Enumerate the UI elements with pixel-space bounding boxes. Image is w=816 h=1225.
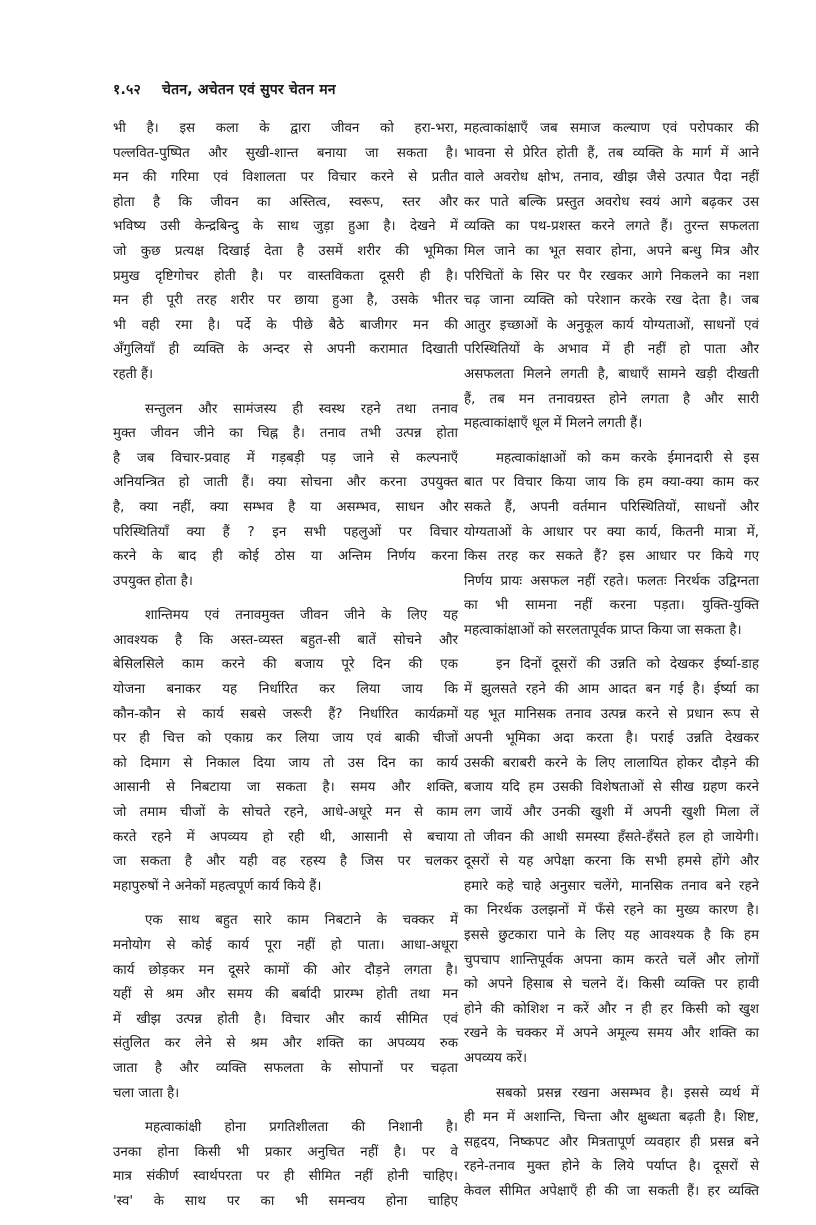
paragraph	[464, 447, 759, 644]
paragraph	[113, 909, 458, 1106]
text-line: उपयुक्त होता है।	[113, 573, 193, 589]
text-line: मात्र संकीर्ण स्वार्थपरता पर ही सीमित नहीं होनी चाहिए।	[113, 1169, 458, 1185]
text-line: को अपने हिसाब से चलने दें। किसी व्यक्ति पर हावी	[464, 977, 759, 993]
text-line: उसकी बराबरी करने के लिए लालायित होकर दौड़ने की	[464, 755, 759, 771]
text-line: ही मन में अशान्ति, चिन्ता और क्षुब्धता बढ़ती है। शिष्ट,	[464, 1110, 759, 1126]
text-line: मन ही पूरी तरह शरीर पर छाया हुआ है, उसके भीतर	[113, 293, 458, 309]
paragraph	[113, 398, 458, 595]
text-line: उनका होना किसी भी प्रकार अनुचित नहीं है। पर वे	[113, 1144, 458, 1160]
text-line: जो तमाम चीजों के सोचते रहने, आधे-अधूरे मन से काम	[113, 805, 458, 821]
text-line: योग्यताओं के आधार पर क्या कार्य, कितनी मात्रा में,	[464, 524, 759, 540]
paragraph	[464, 1082, 759, 1205]
running-title: चेतन, अचेतन एवं सुपर चेतन मन	[162, 82, 336, 98]
text-line: सबको प्रसन्न रखना असम्भव है। इससे व्यर्थ में	[496, 1085, 759, 1101]
text-line: रहती हैं।	[113, 366, 154, 382]
text-line: केवल सीमित अपेक्षाएँ ही की जा सकती हैं। हर व्यक्ति	[464, 1183, 759, 1199]
text-line: अपनी भूमिका अदा करता है। पराई उन्नति देखकर	[464, 731, 759, 747]
text-line: है जब विचार-प्रवाह में गड़बड़ी पड़ जाने से कल्पनाएँ	[113, 450, 458, 466]
text-line: भी वही रमा है। पर्दे के पीछे बैठे बाजीगर मन की	[113, 317, 458, 333]
text-line: शान्तिमय एवं तनावमुक्त जीवन जीने के लिए यह	[145, 608, 458, 624]
text-line: मुक्त जीवन जीने का चिह्न है। तनाव तभी उत्पन्न होता	[113, 426, 458, 442]
text-line: योजना बनाकर यह निर्धारित कर लिया जाय कि	[113, 682, 458, 698]
text-line: पर ही चित्त को एकाग्र कर लिया जाय एवं बाकी चीजों	[113, 731, 458, 747]
text-line: निर्णय प्रायः असफल नहीं रहते। फलतः निरर्थक उद्विग्नता	[464, 573, 759, 589]
text-line: कार्य छोड़कर मन दूसरे कामों की ओर दौड़ने लगता है।	[113, 962, 458, 978]
text-line: बात पर विचार किया जाय कि हम क्या-क्या काम कर	[464, 475, 759, 491]
text-line: वाले अवरोध क्षोभ, तनाव, खीझ जैसे उत्पात पैदा नहीं	[464, 170, 759, 186]
text-line: महत्वाकांक्षाओं को सरलतापूर्वक प्राप्त किया जा सकता है।	[464, 622, 742, 638]
text-line: है, क्या नहीं, क्या सम्भव है या असम्भव, साधन और	[113, 499, 458, 515]
text-line: आसानी से निबटाया जा सकता है। समय और शक्ति,	[113, 780, 458, 796]
text-line: लग जायें और उनकी खुशी में अपनी खुशी मिला लें	[464, 805, 759, 821]
text-line: 'स्व' के साथ पर का भी समन्वय होना चाहिए	[113, 1193, 458, 1209]
text-line: महत्वाकांक्षाएँ धूल में मिलने लगती हैं।	[464, 416, 643, 432]
text-line: प्रमुख दृष्टिगोचर होती है। पर वास्तविकता दूसरी ही है।	[113, 268, 458, 284]
paragraph	[113, 117, 458, 388]
text-line: बजाय यदि हम उसकी विशेषताओं से सीख ग्रहण करने	[464, 780, 759, 796]
text-line: परिस्थितियाँ क्या हैं ? इन सभी पहलुओं पर विचार	[113, 524, 458, 540]
paragraph	[464, 117, 759, 437]
text-line: इससे छुटकारा पाने के लिए यह आवश्यक है कि हम	[464, 928, 759, 943]
text-line: बेसिलसिले काम करने की बजाय पूरे दिन की एक	[113, 657, 458, 673]
left-column	[113, 117, 458, 1225]
text-line: कौन-कौन से कार्य सबसे जरूरी हैं? निर्धारित कार्यक्रमों	[113, 706, 458, 722]
text-line: करने के बाद ही कोई ठोस या अन्तिम निर्णय करना	[113, 549, 458, 565]
text-line: भावना से प्रेरित होती हैं, तब व्यक्ति के मार्ग में आने	[464, 145, 759, 161]
text-line: मन की गरिमा एवं विशालता पर विचार करने से प्रतीत	[113, 170, 458, 186]
text-line: महत्वाकांक्षाओं को कम करके ईमानदारी से इस	[496, 450, 759, 466]
text-line: महत्वाकांक्षाएँ जब समाज कल्याण एवं परोपकार की	[464, 121, 759, 136]
text-line: व्यक्ति का पथ-प्रशस्त करने लगते हैं। तुरन्त सफलता	[464, 219, 759, 235]
text-line: रहने-तनाव मुक्त होने के लिये पर्याप्त है। दूसरों से	[464, 1159, 759, 1175]
text-line: चढ़ जाना व्यक्ति को परेशान करके रख देता है। जब	[464, 293, 759, 309]
text-line: हमारे कहे चाहे अनुसार चलेंगे, मानसिक तनाव बने रहने	[464, 878, 759, 894]
text-line: परिचितों के सिर पर पैर रखकर आगे निकलने का नशा	[464, 268, 759, 284]
text-line: सहृदय, निष्कपट और मित्रतापूर्ण व्यवहार ही प्रसन्न बने	[464, 1134, 759, 1150]
text-line: जा सकता है और यही वह रहस्य है जिस पर चलकर	[113, 854, 458, 870]
paragraph	[464, 653, 759, 1071]
text-line: को दिमाग से निकाल दिया जाय तो उस दिन का कार्य	[113, 755, 458, 771]
text-line: का निरर्थक उलझनों में फँसे रहने का मुख्य कारण है।	[464, 903, 759, 919]
text-line: रखने के चक्कर में अपने अमूल्य समय और शक्ति का	[464, 1026, 759, 1042]
text-line: आवश्यक है कि अस्त-व्यस्त बहुत-सी बातें सोचने और	[113, 632, 458, 648]
text-line: महत्वाकांक्षी होना प्रगतिशीलता की निशानी है।	[145, 1120, 458, 1136]
text-line: एक साथ बहुत सारे काम निबटाने के चक्कर में	[145, 913, 458, 929]
text-line: मिल जाने का भूत सवार होना, अपने बन्धु मित्र और	[464, 243, 759, 259]
text-line: कर पाते बल्कि प्रस्तुत अवरोध स्वयं आगे बढ़कर उस	[464, 194, 759, 210]
text-line: आतुर इच्छाओं के अनुकूल कार्य योग्यताओं, साधनों एवं	[464, 317, 759, 333]
text-line: किस तरह कर सकते हैं? इस आधार पर किये गए	[464, 549, 759, 565]
text-line: जो कुछ प्रत्यक्ष दिखाई देता है उसमें शरीर की भूमिका	[113, 243, 458, 259]
text-line: सकते हैं, अपनी वर्तमान परिस्थितियों, साधनों और	[464, 499, 759, 515]
text-line: मनोयोग से कोई कार्य पूरा नहीं हो पाता। आधा-अधूरा	[113, 938, 458, 953]
text-line: का भी सामना नहीं करना पड़ता। युक्ति-युक्ति	[464, 598, 759, 614]
text-line: चुपचाप शान्तिपूर्वक अपना काम करते चलें और लोगों	[464, 952, 759, 968]
page-number: १.५२	[113, 82, 141, 98]
text-line: जाता है और व्यक्ति सफलता के सोपानों पर चढ़ता	[113, 1060, 458, 1076]
text-line: पल्लवित-पुष्पित और सुखी-शान्त बनाया जा सकता है।	[113, 145, 458, 161]
text-line: करते रहने में अपव्यय हो रही थी, आसानी से बचाया	[113, 829, 458, 845]
text-line: अपव्यय करें।	[464, 1050, 528, 1066]
text-line: होने की कोशिश न करें और न ही हर किसी को खुश	[464, 1001, 759, 1017]
right-column	[464, 117, 759, 1215]
text-line: हैं, तब मन तनावग्रस्त होने लगता है और सारी	[464, 391, 759, 407]
text-line: तो जीवन की आधी समस्या हँसते-हँसते हल हो जायेगी।	[464, 829, 759, 845]
text-line: अँगुलियाँ ही व्यक्ति के अन्दर से अपनी करामात दिखाती	[113, 342, 458, 358]
running-header	[113, 80, 336, 99]
text-line: भविष्य उसी केन्द्रबिन्दु के साथ जुड़ा हुआ है। देखने में	[113, 219, 458, 235]
text-line: असफलता मिलने लगती है, बाधाएँ सामने खड़ी दीखती	[464, 366, 759, 382]
text-line: महापुरुषों ने अनेकों महत्वपूर्ण कार्य किये हैं।	[113, 878, 322, 894]
paragraph	[113, 604, 458, 899]
text-line: यह भूत मानिसक तनाव उत्पन्न करने से प्रधान रूप से	[464, 706, 759, 722]
text-line: संतुलित कर लेने से श्रम और शक्ति का अपव्यय रुक	[113, 1036, 458, 1052]
text-line: परिस्थितियों के अभाव में ही नहीं हो पाता और	[464, 342, 759, 358]
text-line: अनियन्त्रित हो जाती हैं। क्या सोचना और करना उपयुक्त	[113, 475, 458, 491]
text-line: इन दिनों दूसरों की उन्नति को देखकर ईर्ष्या-डाह	[496, 657, 759, 673]
text-line: भी है। इस कला के द्वारा जीवन को हरा-भरा,	[113, 121, 458, 136]
text-line: होता है कि जीवन का अस्तित्व, स्वरूप, स्तर और	[113, 194, 458, 210]
text-line: यहीं से श्रम और समय की बर्बादी प्रारम्भ होती तथा मन	[113, 987, 458, 1003]
text-line: सन्तुलन और सामंजस्य ही स्वस्थ रहने तथा तनाव	[145, 401, 458, 417]
text-line: दूसरों से यह अपेक्षा करना कि सभी हमसे होंगे और	[464, 854, 759, 870]
text-line: में झुलसते रहने की आम आदत बन गई है। ईर्ष्या का	[464, 682, 759, 698]
text-line: चला जाता है।	[113, 1085, 180, 1101]
text-line: में खीझ उत्पन्न होती है। विचार और कार्य सीमित एवं	[113, 1011, 458, 1027]
paragraph	[113, 1116, 458, 1214]
